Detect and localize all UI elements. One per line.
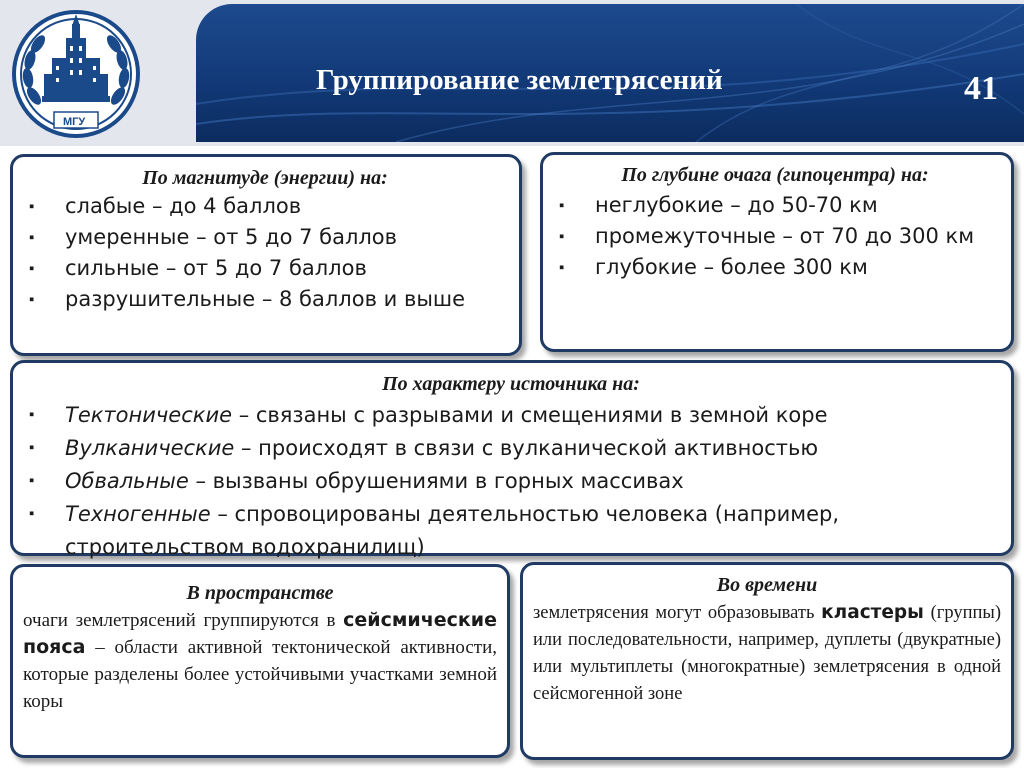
time-heading: Во времени (716, 574, 818, 596)
depth-box (540, 152, 1014, 352)
bullet-icon: ▪ (29, 406, 35, 423)
bullet-icon: ▪ (29, 229, 35, 246)
bullet-icon: ▪ (29, 505, 35, 522)
slide-header (0, 0, 1024, 146)
source-desc: – спровоцированы деятельностью человека (например, строительством водохранилищ) (65, 502, 840, 559)
list-item: ▪ глубокие – более 300 км (551, 252, 999, 283)
depth-heading: По глубине очага (гипоцентра) на: (621, 164, 929, 186)
space-heading: В пространстве (186, 582, 334, 604)
bullet-icon: ▪ (559, 259, 565, 276)
bullet-icon: ▪ (559, 197, 565, 214)
list-item: ▪ неглубокие – до 50-70 км (551, 190, 999, 221)
bullet-icon: ▪ (559, 228, 565, 245)
magnitude-list (21, 191, 509, 315)
bullet-icon: ▪ (29, 439, 35, 456)
source-desc: – происходят в связи с вулканической активностью (234, 436, 819, 460)
list-item: ▪ промежуточные – от 70 до 300 км (551, 221, 999, 252)
space-box (10, 564, 510, 758)
magnitude-heading: По магнитуде (энергии) на: (142, 167, 388, 189)
slide-title: Группирование землетрясений (316, 64, 723, 96)
list-item (21, 465, 1001, 498)
source-term: Обвальные (65, 469, 189, 493)
list-item: ▪ умеренные – от 5 до 7 баллов (21, 222, 509, 253)
source-term: Вулканические (65, 436, 235, 460)
list-item: ▪ слабые – до 4 баллов (21, 191, 509, 222)
source-box (10, 360, 1014, 559)
bullet-icon: ▪ (29, 472, 35, 489)
title-banner (196, 4, 1024, 142)
bullet-icon: ▪ (29, 291, 35, 308)
bullet-icon: ▪ (29, 198, 35, 215)
time-text: землетрясения могут образовывать кластеры (группы) или последовательности, например, дуплеты (двукратные) или мультиплеты (многократные) землетрясения в одной сейсмогенной зоне (533, 602, 1001, 704)
source-heading: По характеру источника на: (382, 373, 640, 395)
msu-logo (6, 4, 146, 144)
time-box (520, 562, 1014, 760)
list-item (21, 399, 1001, 432)
space-bold-term: сейсмические пояса (23, 609, 497, 658)
source-term: Тектонические (65, 403, 233, 427)
list-item: ▪ разрушительные – 8 баллов и выше (21, 284, 509, 315)
bullet-icon: ▪ (29, 260, 35, 277)
list-item: ▪ сильные – от 5 до 7 баллов (21, 253, 509, 284)
source-list (21, 399, 1001, 564)
time-bold-term: кластеры (821, 602, 924, 623)
source-desc: – связаны с разрывами и смещениями в земной коре (232, 403, 828, 427)
magnitude-box (10, 154, 522, 356)
list-item (21, 498, 1001, 564)
slide-number: 41 (964, 70, 998, 107)
list-item (21, 432, 1001, 465)
space-text: очаги землетрясений группируются в сейсмические пояса – области активной тектонической активности, которые разделены более устойчивыми участками земной коры (23, 609, 497, 712)
source-term: Техногенные (65, 502, 211, 526)
depth-list (551, 190, 999, 283)
source-desc: – вызваны обрушениями в горных массивах (188, 469, 684, 493)
logo-text: МГУ (63, 116, 86, 128)
